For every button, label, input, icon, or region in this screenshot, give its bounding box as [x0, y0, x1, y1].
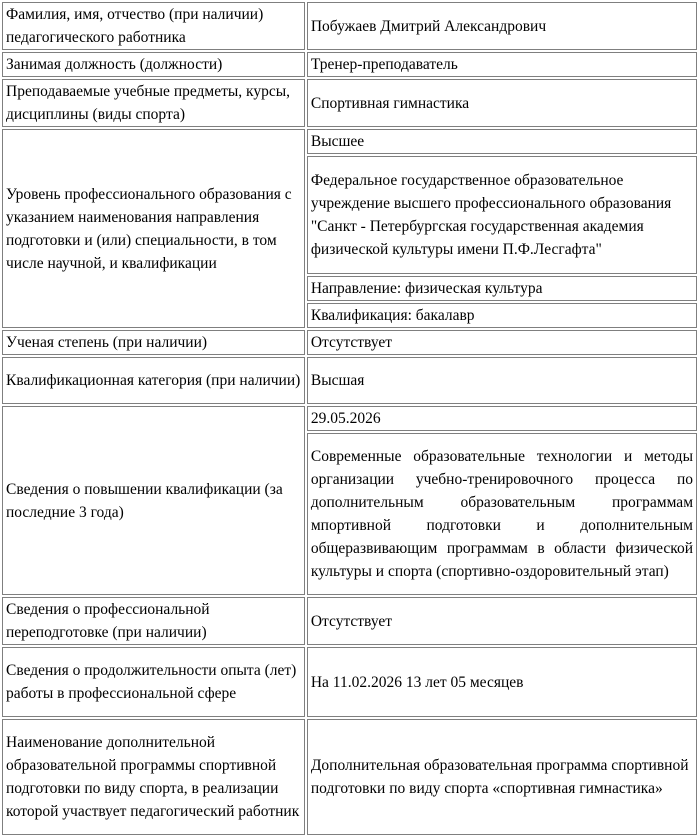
- table-row-training-date: [2, 406, 697, 431]
- education-level-value: Высшее: [307, 129, 697, 154]
- table-row-experience: [2, 647, 697, 717]
- subjects-value: Спортивная гимнастика: [307, 79, 697, 127]
- degree-label: Ученая степень (при наличии): [2, 330, 305, 355]
- fio-value: Побужаев Дмитрий Александрович: [307, 2, 697, 50]
- table-row-program: [2, 719, 697, 835]
- experience-value: На 11.02.2026 13 лет 05 месяцев: [307, 647, 697, 717]
- education-label: Уровень профессионального образования с указанием наименования направления подготовки и (или) специальности, в том числе научной, и квалификации: [2, 129, 305, 328]
- program-value: Дополнительная образовательная программа спортивной подготовки по виду спорта «спортивная гимнастика»: [307, 719, 697, 835]
- table-row-category: [2, 357, 697, 404]
- degree-value: Отсутствует: [307, 330, 697, 355]
- retraining-label: Сведения о профессиональной переподготовке (при наличии): [2, 597, 305, 645]
- program-label: Наименование дополнительной образовательной программы спортивной подготовки по виду спорта, в реализации которой участвует педагогический работник: [2, 719, 305, 835]
- position-label: Занимая должность (должности): [2, 52, 305, 77]
- training-description-value: Современные образовательные технологии и методы организации учебно-тренировочного процесса по дополнительным образовательным программам мпортивной подготовки и дополнительным общеразвивающим программам в области физической культуры и спорта (спортивно-оздоровительный этап): [307, 433, 697, 595]
- training-date-value: 29.05.2026: [307, 406, 697, 431]
- position-value: Тренер-преподаватель: [307, 52, 697, 77]
- education-institution-value: Федеральное государственное образовательное учреждение высшего профессионального образования "Санкт - Петербургская государственная академия физической культуры имени П.Ф.Лесгафта": [307, 156, 697, 274]
- retraining-value: Отсутствует: [307, 597, 697, 645]
- table-row-fio: [2, 2, 697, 50]
- table-row-education-level: [2, 129, 697, 154]
- category-label: Квалификационная категория (при наличии): [2, 357, 305, 404]
- training-label: Сведения о повышении квалификации (за последние 3 года): [2, 406, 305, 595]
- education-qualification-value: Квалификация: бакалавр: [307, 303, 697, 328]
- education-direction-value: Направление: физическая культура: [307, 276, 697, 301]
- table-row-retraining: [2, 597, 697, 645]
- experience-label: Сведения о продолжительности опыта (лет) работы в профессиональной сфере: [2, 647, 305, 717]
- subjects-label: Преподаваемые учебные предметы, курсы, дисциплины (виды спорта): [2, 79, 305, 127]
- table-row-subjects: [2, 79, 697, 127]
- table-row-position: [2, 52, 697, 77]
- table-row-degree: [2, 330, 697, 355]
- category-value: Высшая: [307, 357, 697, 404]
- fio-label: Фамилия, имя, отчество (при наличии) педагогического работника: [2, 2, 305, 50]
